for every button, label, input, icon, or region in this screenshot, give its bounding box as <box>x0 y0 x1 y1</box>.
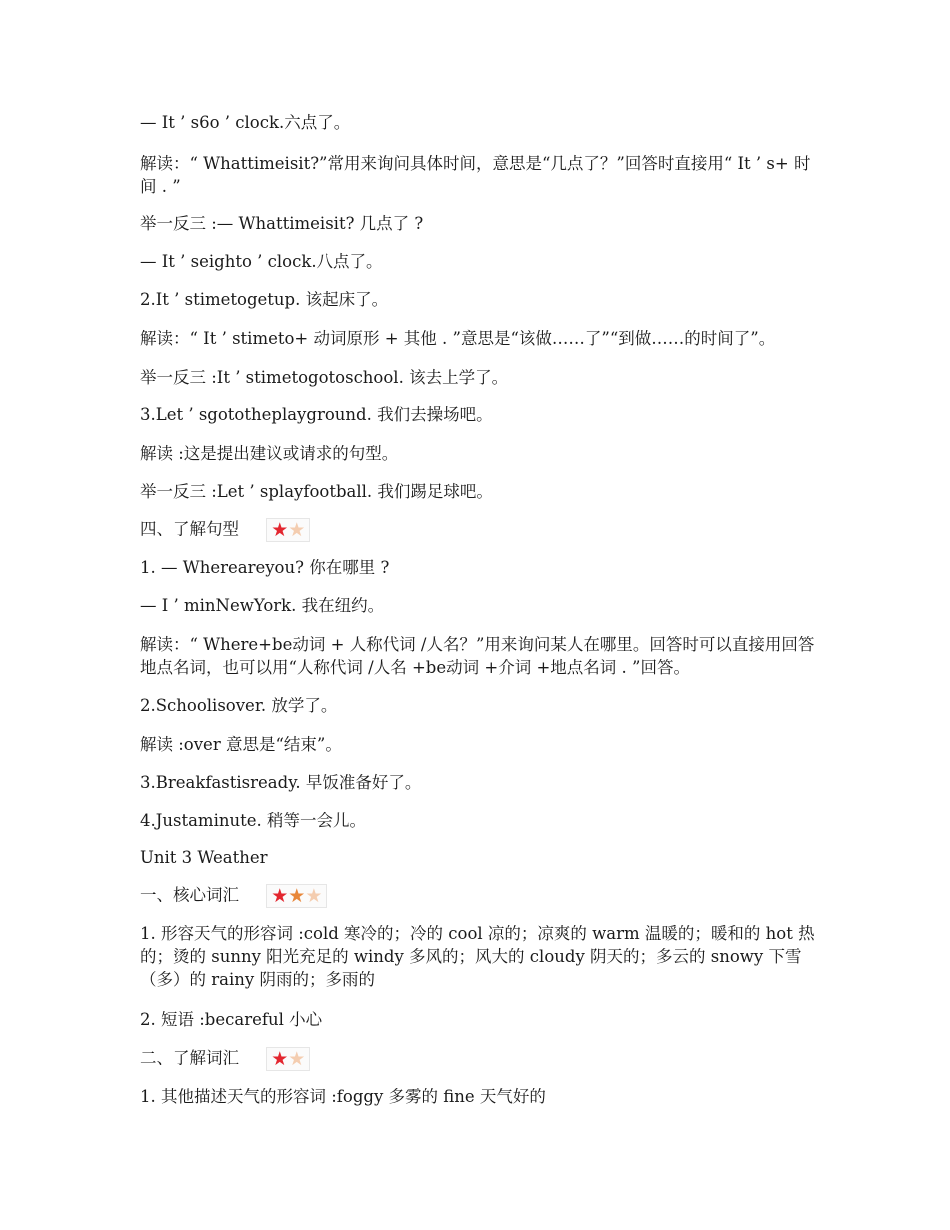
paragraph: 解读：“ Where+be动词 + 人称代词 /人名？”用来询问某人在哪里。回答时可以直接用回答地点名词，也可以用“人称代词 /人名 +be动词 +介词 +地点名词 . ”回答。 <box>140 635 815 677</box>
heading-text: 四、了解句型 <box>140 519 239 539</box>
star-icon: ★ <box>271 1048 289 1070</box>
text-line: 3.Let ’ sgototheplayground. 我们去操场吧。 <box>140 405 493 424</box>
text-line: — I ’ minNewYork. 我在纽约。 <box>140 596 385 615</box>
text-line: 解读：“ It ’ stimeto+ 动词原形 + 其他 . ”意思是“该做……了”“到做……的时间了”。 <box>140 329 776 348</box>
text-line <box>140 633 820 679</box>
text-line: 3.Breakfastisready. 早饭准备好了。 <box>140 773 422 792</box>
text-line: 4.Justaminute. 稍等一会儿。 <box>140 811 366 830</box>
text-line: 举一反三 :Let ’ splayfootball. 我们踢足球吧。 <box>140 482 493 501</box>
star-icon: ★ <box>288 519 306 541</box>
unit-title: Unit 3 Weather <box>140 848 268 867</box>
star-icon: ★ <box>288 1048 306 1070</box>
text-line: 1. — Whereareyou? 你在哪里 ? <box>140 558 390 577</box>
text-line: 2.It ’ stimetogetup. 该起床了。 <box>140 290 389 309</box>
rating-stars <box>266 884 327 908</box>
star-icon: ★ <box>288 885 306 907</box>
text-line: 2. 短语 :becareful 小心 <box>140 1010 323 1029</box>
rating-stars <box>266 1047 310 1071</box>
text-line <box>140 152 820 198</box>
star-icon: ★ <box>271 519 289 541</box>
paragraph: 1. 形容天气的形容词 :cold 寒冷的；冷的 cool 凉的；凉爽的 warm 温暖的；暖和的 hot 热的；烫的 sunny 阳光充足的 windy 多风的；风大的 cloudy 阴天的；多云的 snowy 下雪（多）的 rainy 阴雨的；多雨的 <box>140 924 815 989</box>
section-heading-understand-patterns <box>140 518 820 542</box>
heading-text: 二、了解词汇 <box>140 1048 239 1068</box>
star-icon: ★ <box>305 885 323 907</box>
section-heading-understand-vocab <box>140 1047 820 1071</box>
text-line: 解读 :over 意思是“结束”。 <box>140 735 342 754</box>
text-line: 1. 其他描述天气的形容词 :foggy 多雾的 fine 天气好的 <box>140 1087 546 1106</box>
section-heading-core-vocab <box>140 884 820 908</box>
paragraph: 解读：“ Whattimeisit?”常用来询问具体时间，意思是“几点了？”回答时直接用“ It ’ s+ 时间 . ” <box>140 154 811 196</box>
heading-text: 一、核心词汇 <box>140 885 239 905</box>
rating-stars <box>266 518 310 542</box>
text-line: 举一反三 :It ’ stimetogotoschool. 该去上学了。 <box>140 368 509 387</box>
text-line: — It ’ seighto ’ clock.八点了。 <box>140 252 383 271</box>
text-line: 解读 :这是提出建议或请求的句型。 <box>140 444 399 463</box>
text-line: 举一反三 :— Whattimeisit? 几点了 ? <box>140 214 424 233</box>
text-line <box>140 922 820 991</box>
text-line: 2.Schoolisover. 放学了。 <box>140 696 338 715</box>
star-icon: ★ <box>271 885 289 907</box>
text-line: — It ’ s6o ’ clock.六点了。 <box>140 113 351 132</box>
